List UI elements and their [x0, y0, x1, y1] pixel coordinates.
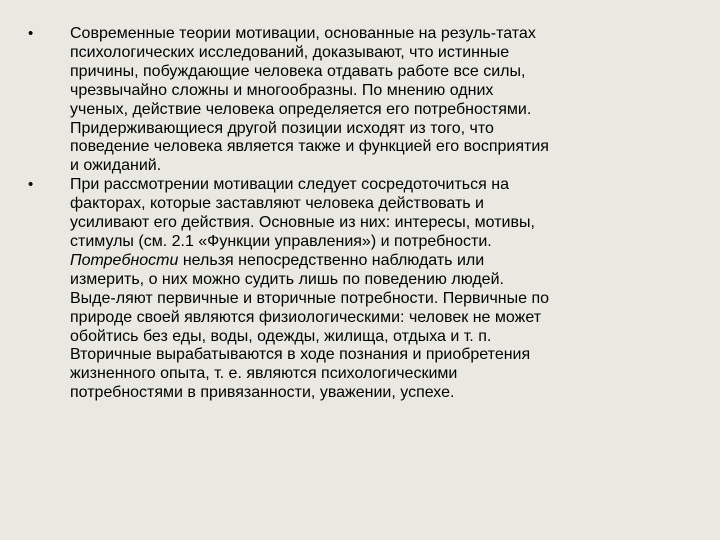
text-line: Современные теории мотивации, основанные на резуль-татах	[70, 25, 536, 42]
text-line: потребностями в привязанности, уважении, успехе.	[70, 384, 455, 402]
italic-term: Потребности	[70, 251, 179, 269]
text-line: психологических исследований, доказывают, что истинные	[70, 43, 510, 61]
text-line: стимулы (см. 2.1 «Функции управления») и потребности.	[70, 232, 492, 250]
bullet-list	[28, 25, 698, 403]
text-line: природе своей являются физиологическими: человек не может	[70, 308, 542, 326]
text-line: и ожиданий.	[70, 157, 162, 175]
bullet-icon: •	[28, 25, 34, 42]
bullet-paragraph-2	[28, 176, 698, 403]
text-fragment: нельзя непосредственно наблюдать или	[182, 251, 485, 269]
text-line: чрезвычайно сложны и многообразны. По мнению одних	[70, 81, 494, 99]
text-line: причины, побуждающие человека отдавать работе все силы,	[70, 62, 526, 80]
text-line: измерить, о них можно судить лишь по поведению людей.	[70, 270, 504, 288]
text-line: ученых, действие человека определяется его потребностями.	[70, 100, 532, 118]
text-line: факторах, которые заставляют человека действовать и	[70, 195, 484, 213]
text-line: При рассмотрении мотивации следует сосредоточиться на	[70, 176, 509, 194]
text-line-with-italic-term	[70, 252, 698, 271]
text-line: обойтись без еды, воды, одежды, жилища, отдыха и т. п.	[70, 327, 492, 345]
text-line: Выде-ляют первичные и вторичные потребности. Первичные по	[70, 289, 550, 307]
text-line: жизненного опыта, т. е. являются психологическими	[70, 365, 458, 383]
text-line: Придерживающиеся другой позиции исходят из того, что	[70, 119, 494, 137]
text-line: поведение человека является также и функцией его восприятия	[70, 138, 549, 156]
text-line: Вторичные вырабатываются в ходе познания и приобретения	[70, 346, 531, 364]
text-line: усиливают его действия. Основные из них: интересы, мотивы,	[70, 214, 535, 232]
bullet-paragraph-1	[28, 25, 698, 176]
bullet-icon: •	[28, 176, 34, 194]
